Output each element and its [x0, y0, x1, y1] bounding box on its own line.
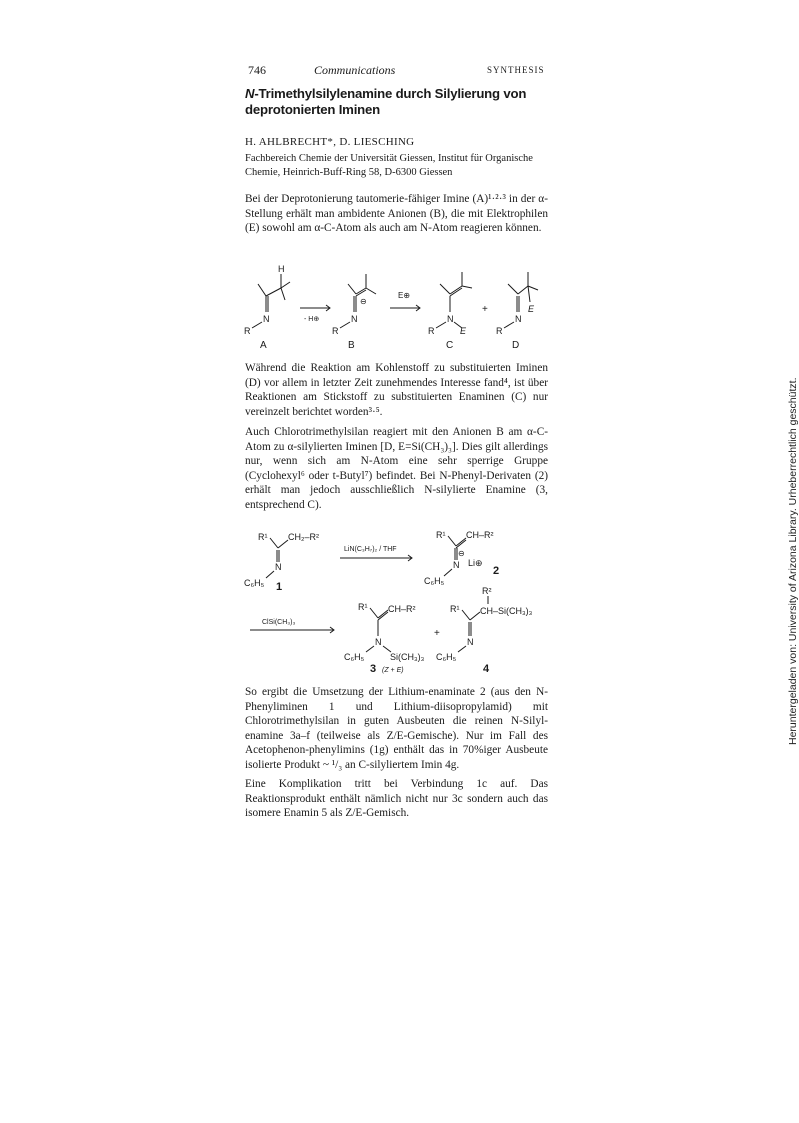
- label-3: 3: [370, 663, 377, 675]
- atom-E-C: E: [460, 326, 467, 336]
- R1-compound-1: R¹: [258, 532, 268, 542]
- anion-sign-B: ⊖: [360, 297, 367, 306]
- CH2R2-compound-1: CH₂–R²: [288, 532, 319, 542]
- atom-R-D: R: [496, 326, 503, 336]
- affiliation: Fachbereich Chemie der Universität Giessen, Institut für Organische Chemie, Heinrich-Buff-Ring 58, D-6300 Giessen: [245, 153, 533, 178]
- label-C: C: [446, 340, 454, 351]
- paragraph-3: [245, 425, 548, 513]
- label-B: B: [348, 340, 355, 351]
- CHR2-compound-2: CH–R²: [466, 530, 494, 540]
- atom-N-A: N: [263, 314, 270, 324]
- scheme-2: [240, 524, 560, 674]
- scheme-1: [238, 262, 558, 354]
- label-D: D: [512, 340, 520, 351]
- reagent-1: LiN(C₃H₇)₂ / THF: [344, 546, 397, 553]
- atom-N-compound-1: N: [275, 562, 282, 572]
- paragraph-5: [245, 777, 548, 821]
- authors: H. AHLBRECHT*, D. LIESCHING: [245, 136, 415, 148]
- paragraph-2: [245, 361, 548, 419]
- paragraph-4: [245, 685, 548, 773]
- electrophile-label: E⊕: [398, 291, 411, 300]
- paragraph-5-text: Eine Komplikation tritt bei Verbindung 1c auf. Das Reaktionsprodukt enthält nämlich nicht nur 3c sondern auch das isomere Enamin 5 als Z/E-Gemisch.: [245, 778, 548, 820]
- paragraph-1: [245, 192, 548, 236]
- R1-compound-2: R¹: [436, 530, 446, 540]
- title-rest: -Trimethylsilylenamine durch Silylierung von deprotonierten Iminen: [245, 86, 527, 117]
- R1-compound-3: R¹: [358, 602, 368, 612]
- R1-compound-4: R¹: [450, 604, 460, 614]
- download-notice: Heruntergeladen von: University of Arizona Library. Urheberrechtlich geschützt.: [787, 377, 799, 745]
- C6H5-compound-1: C₆H₅: [244, 578, 265, 588]
- atom-N-D: N: [515, 314, 522, 324]
- atom-R-A: R: [244, 326, 251, 336]
- CHR2-compound-3: CH–R²: [388, 604, 416, 614]
- paragraph-4-text: So ergibt die Umsetzung der Lithium-enaminate 2 (aus den N-Phenyliminen 1 und Lithium-diisopropylamid) mit Chlorotrimethylsilan in guten Ausbeuten die reinen N-Silyl-enamine 3a–f (teilweise als Z/E-Gemische). Nur im Fall des Acetophenon-phenylimins (1g) enthält das in 70%iger Ausbeute isolierte Produkt ~ ¹/₃ an C-silyliertem Imin 4g.: [245, 686, 548, 771]
- atom-N-compound-2: N: [453, 560, 460, 570]
- atom-N-compound-3: N: [375, 637, 382, 647]
- page-number: 746: [248, 63, 266, 77]
- title-prefix: N: [245, 86, 255, 101]
- article-title: [245, 86, 545, 118]
- paragraph-1-text: Bei der Deprotonierung tautomerie-fähiger Imine (A)¹·²·³ in der α-Stellung erhält man ambidente Anionen (B), die mit Elektrophilen (E) sowohl am α-C-Atom als auch am N-Atom reagieren können.: [245, 193, 548, 235]
- label-2: 2: [493, 565, 500, 577]
- C6H5-compound-4: C₆H₅: [436, 652, 457, 662]
- label-3-isomers: (Z + E): [382, 667, 404, 674]
- atom-N-C: N: [447, 314, 454, 324]
- atom-E-D: E: [528, 304, 535, 314]
- atom-R-B: R: [332, 326, 339, 336]
- plus-sign-2: +: [434, 628, 440, 639]
- C6H5-compound-2: C₆H₅: [424, 576, 445, 586]
- SiMe3-compound-3: Si(CH₃)₃: [390, 652, 425, 662]
- CH-SiMe3-compound-4: CH–Si(CH₃)₃: [480, 606, 533, 616]
- R2-compound-4: R²: [482, 586, 492, 596]
- anion-sign-compound-2: ⊖: [458, 549, 465, 558]
- Li-plus: Li⊕: [468, 558, 483, 568]
- journal-name: SYNTHESIS: [487, 65, 545, 75]
- label-A: A: [260, 340, 267, 351]
- label-1: 1: [276, 581, 283, 593]
- plus-sign-1: +: [482, 304, 488, 315]
- C6H5-compound-3: C₆H₅: [344, 652, 365, 662]
- atom-H: H: [278, 264, 285, 274]
- paragraph-3-text: Auch Chlorotrimethylsilan reagiert mit den Anionen B am α-C-Atom zu α-silylierten Iminen [D, E=Si(CH₃)₃]. Dies gilt allerdings nur, wenn sich am N-Atom eine sehr sperrige Gruppe (Cyclohexyl⁶ oder t-Butyl⁷) befindet. Bei N-Phenyl-Derivaten (2) erhält man jedoch ausschließlich N-silylierte Enamine (3, entsprechend C).: [245, 426, 548, 511]
- atom-N-B: N: [351, 314, 358, 324]
- paragraph-2-text: Während die Reaktion am Kohlenstoff zu substituierten Iminen (D) vor allem in letzter Zeit zunehmendes Interesse fand⁴, ist über Reaktionen am Stickstoff zu substituierten Enaminen (C) nur vereinzelt berichtet worden³·⁵.: [245, 362, 548, 418]
- reagent-2: ClSi(CH₃)₃: [262, 619, 296, 626]
- section-label: Communications: [314, 63, 396, 77]
- atom-R-C: R: [428, 326, 435, 336]
- atom-N-compound-4: N: [467, 637, 474, 647]
- label-4: 4: [483, 663, 490, 675]
- minus-H-label: - H⊕: [304, 316, 320, 323]
